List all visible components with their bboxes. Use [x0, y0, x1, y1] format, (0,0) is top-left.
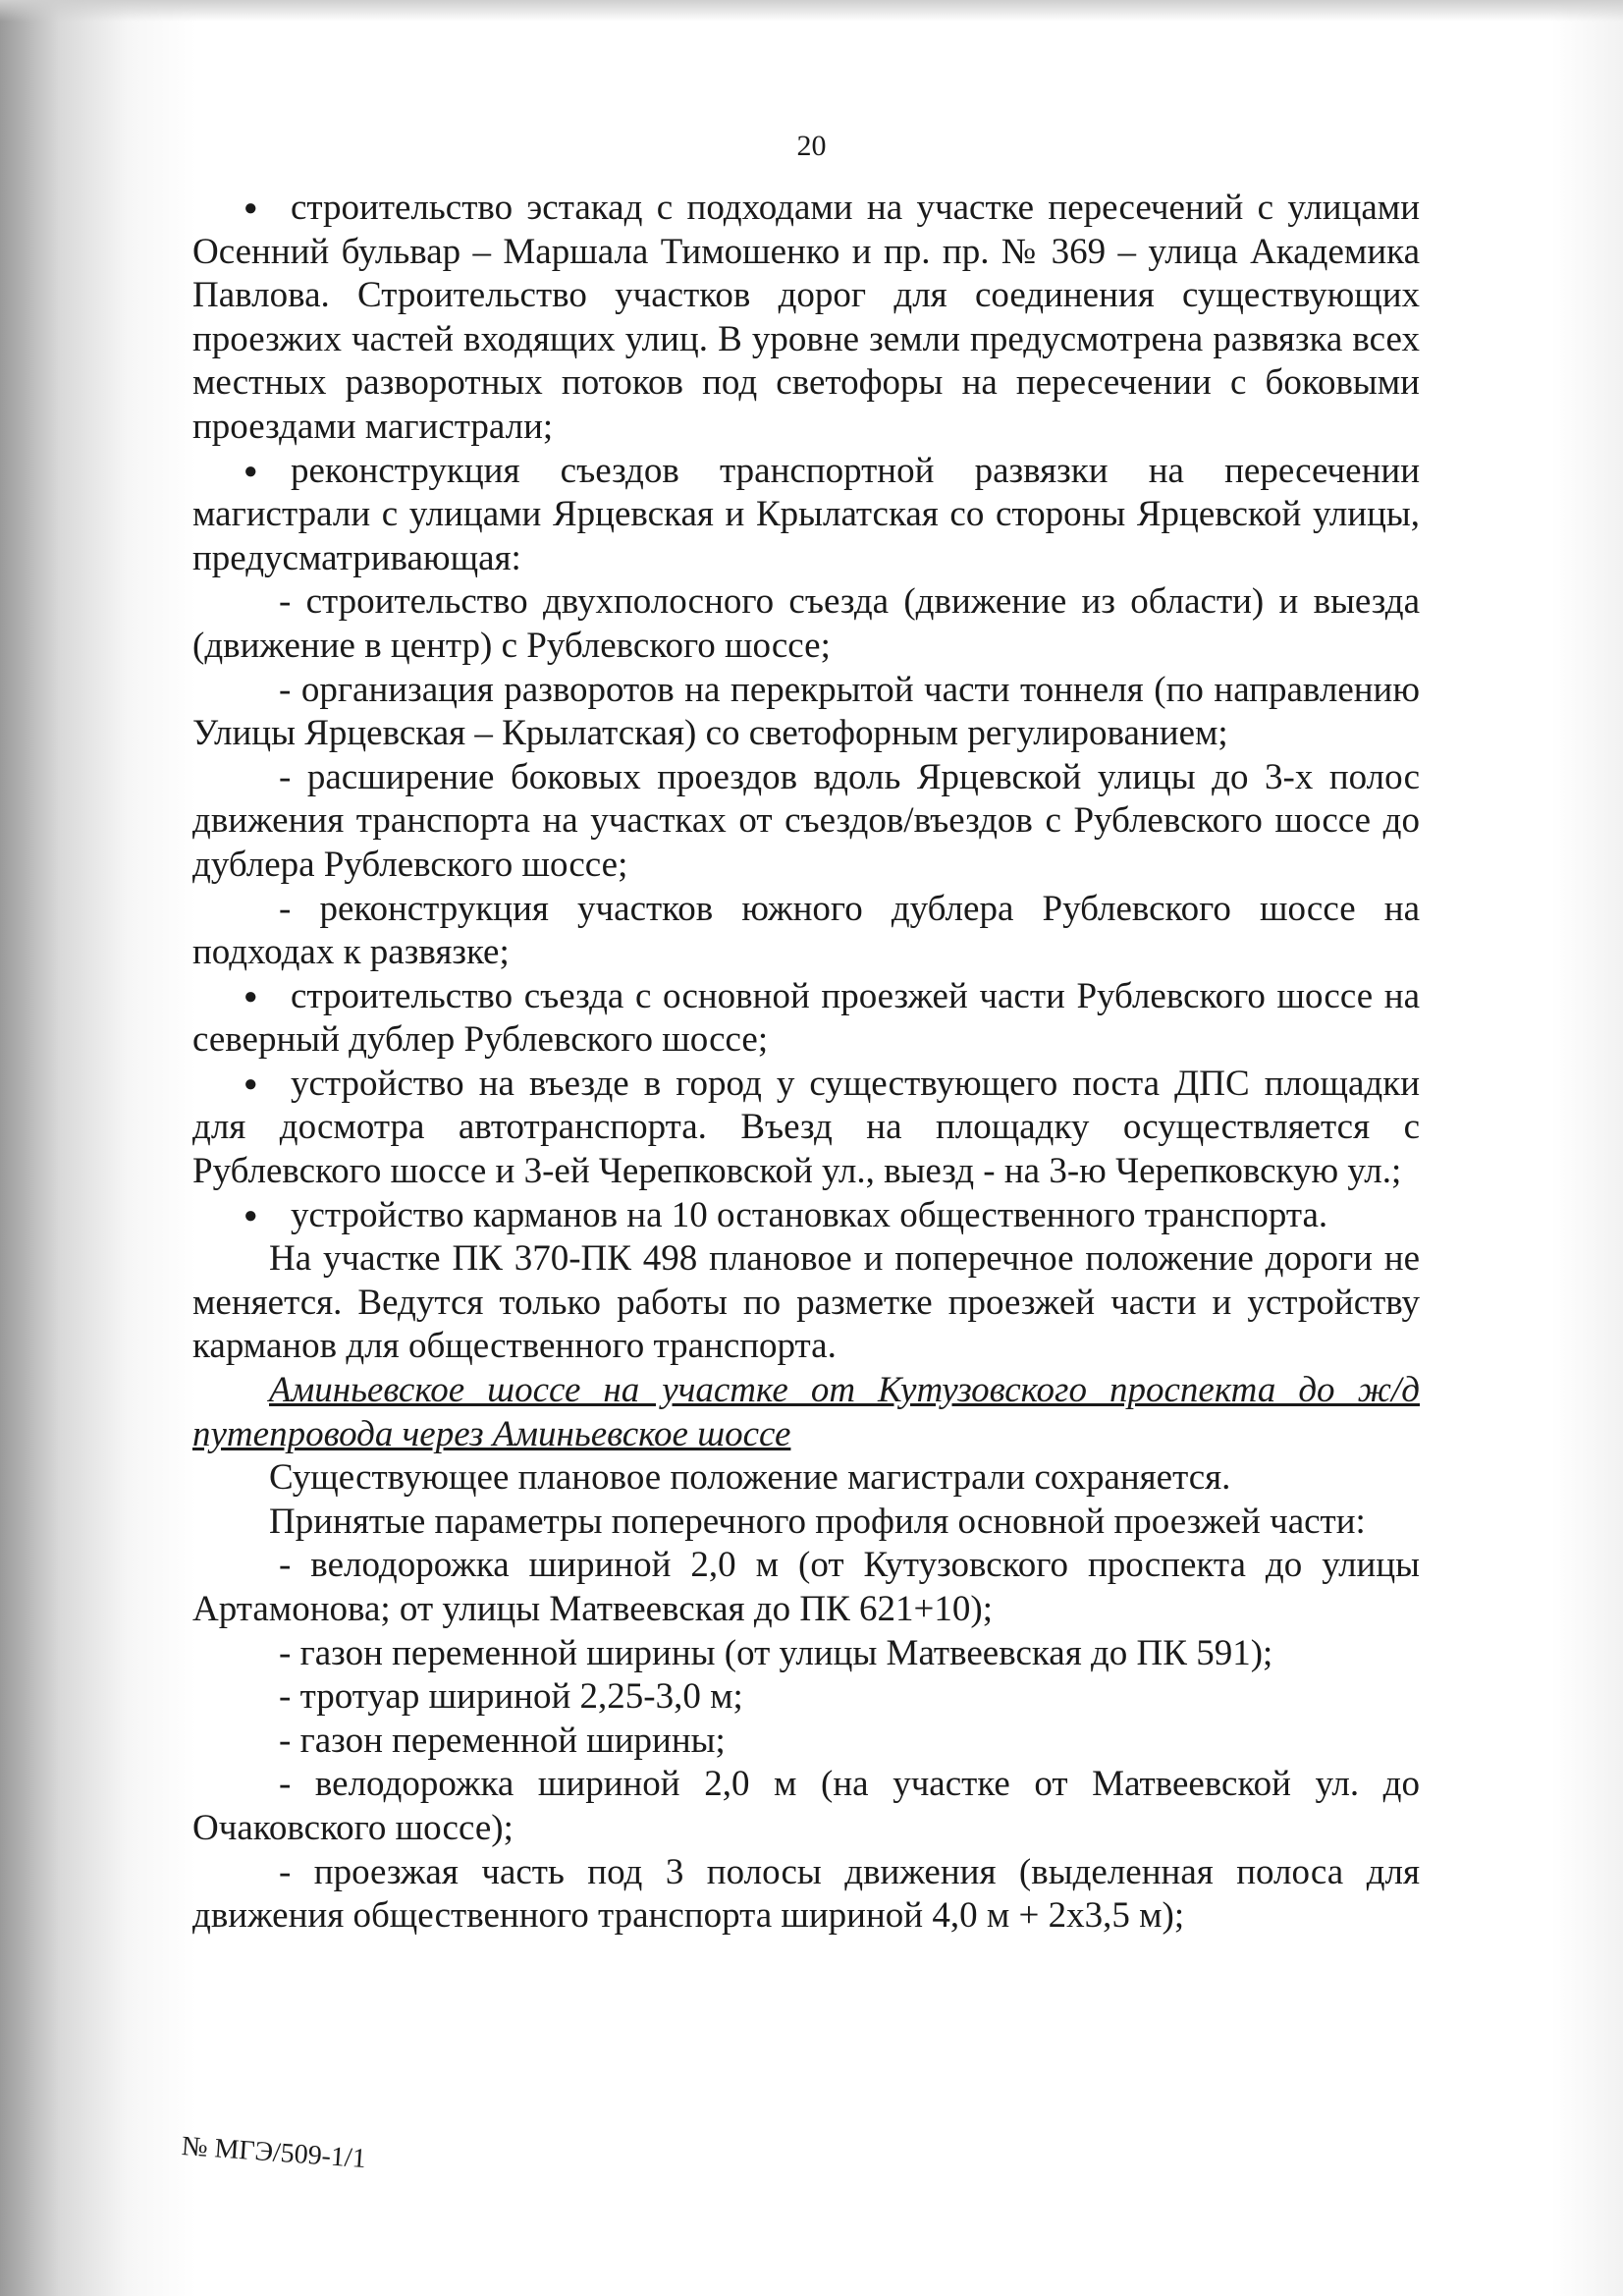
body-paragraph: Принятые параметры поперечного профиля основной проезжей части:	[269, 1501, 1366, 1542]
bullet-paragraph: ● реконструкция съездов транспортной развязки на пересечении магистрали с улицами Ярцевская и Крылатская со стороны Ярцевской улицы, предусматривающая:	[192, 450, 1420, 581]
bullet-paragraph: ● устройство на въезде в город у существующего поста ДПС площадки для досмотра автотранспорта. Въезд на площадку осуществляется с Рублевского шоссе и 3-ей Черепковской ул., выезд - на 3-ю Черепковскую ул.;	[192, 1063, 1420, 1194]
dash-item: - расширение боковых проездов вдоль Ярцевской улицы до 3-х полос движения транспорта на участках от съездов/въездов с Рублевского шоссе до дублера Рублевского шоссе;	[192, 756, 1420, 885]
dash-item: - велодорожка шириной 2,0 м (от Кутузовского проспекта до улицы Артамонова; от улицы Матвеевская до ПК 621+10);	[192, 1545, 1420, 1629]
document-body	[192, 187, 1420, 1939]
body-paragraph: Существующее плановое положение магистрали сохраняется.	[269, 1457, 1231, 1499]
body-paragraph: На участке ПК 370-ПК 498 плановое и поперечное положение дороги не меняется. Ведутся только работы по разметке проезжей части и устройству карманов для общественного транспорта.	[192, 1238, 1420, 1367]
scan-edge	[0, 0, 1623, 22]
bullet-paragraph: ● устройство карманов на 10 остановках общественного транспорта.	[192, 1194, 1420, 1238]
dash-item: - тротуар шириной 2,25-3,0 м;	[279, 1676, 743, 1718]
page-number: 20	[796, 130, 827, 162]
dash-item: - велодорожка шириной 2,0 м (на участке от Матвеевской ул. до Очаковского шоссе);	[192, 1764, 1420, 1848]
section-heading: Аминьевское шоссе на участке от Кутузовского проспекта до ж/д путепровода через Аминьевское шоссе	[192, 1370, 1420, 1454]
dash-item: - организация разворотов на перекрытой части тоннеля (по направлению Улицы Ярцевская – Крылатская) со светофорным регулированием;	[192, 669, 1420, 754]
dash-item: - проезжая часть под 3 полосы движения (выделенная полоса для движения общественного транспорта шириной 4,0 м + 2х3,5 м);	[192, 1851, 1420, 1937]
bullet-paragraph: ● строительство съезда с основной проезжей части Рублевского шоссе на северный дублер Рублевского шоссе;	[192, 975, 1420, 1063]
bullet-paragraph: ● строительство эстакад с подходами на участке пересечений с улицами Осенний бульвар – Маршала Тимошенко и пр. пр. № 369 – улица Академика Павлова. Строительство участков дорог для соединения существующих проезжих частей входящих улиц. В уровне земли предусмотрена развязка всех местных разворотных потоков под светофоры на пересечении с боковыми проездами магистрали;	[192, 187, 1420, 450]
dash-item: - реконструкция участков южного дублера Рублевского шоссе на подходах к развязке;	[192, 888, 1420, 973]
dash-item: - газон переменной ширины;	[279, 1720, 726, 1761]
dash-item: - газон переменной ширины (от улицы Матвеевская до ПК 591);	[279, 1632, 1273, 1673]
dash-item: - строительство двухполосного съезда (движение из области) и выезда (движение в центр) с Рублевского шоссе;	[192, 581, 1420, 666]
document-reference-number: № МГЭ/509-1/1	[180, 2131, 367, 2175]
